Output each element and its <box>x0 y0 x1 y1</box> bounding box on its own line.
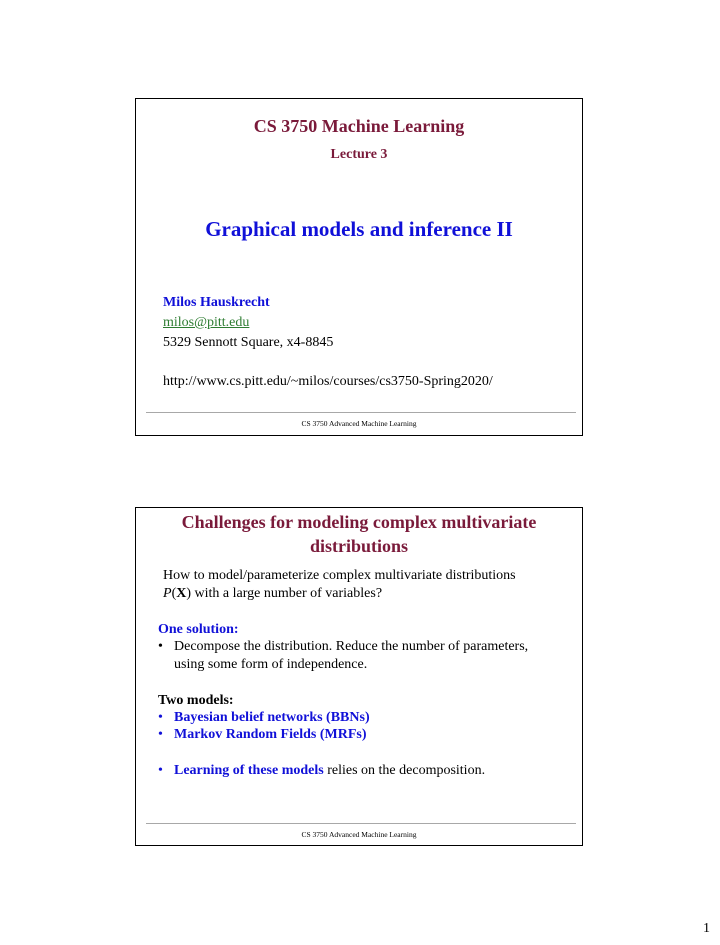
bullet-icon: • <box>158 710 163 725</box>
two-models-heading: Two models: <box>158 693 234 708</box>
slide-footer: CS 3750 Advanced Machine Learning <box>301 419 417 428</box>
footer-divider <box>146 823 576 824</box>
one-solution-heading: One solution: <box>158 622 239 637</box>
lecture-label: Lecture 3 <box>330 147 388 162</box>
lecture-subtitle: Graphical models and inference II <box>205 217 513 241</box>
footer-divider <box>146 412 576 413</box>
intro-line-1: How to model/parameterize complex multivariate distributions <box>163 568 516 583</box>
office-address: 5329 Sennott Square, x4-8845 <box>163 335 334 350</box>
paren-close: ) <box>186 586 192 601</box>
slide-1 <box>135 98 583 436</box>
learning-line <box>174 763 485 779</box>
intro-line-2-rest: with a large number of variables? <box>191 586 383 601</box>
bullet-icon: • <box>158 727 163 742</box>
intro-line-2 <box>163 586 382 602</box>
author-name: Milos Hauskrecht <box>163 295 270 310</box>
slide-footer: CS 3750 Advanced Machine Learning <box>301 830 417 839</box>
paren-open: ( <box>171 586 177 601</box>
course-url: http://www.cs.pitt.edu/~milos/courses/cs3750-Spring2020/ <box>163 374 493 389</box>
variable-x-symbol: X <box>176 586 187 601</box>
bullet-icon: • <box>158 763 163 778</box>
learning-rest: relies on the decomposition. <box>323 763 486 778</box>
slide-title-line-1: Challenges for modeling complex multivariate <box>181 512 537 532</box>
model-mrf: Markov Random Fields (MRFs) <box>174 727 367 742</box>
solution-line-2: using some form of independence. <box>174 657 368 672</box>
slide-2 <box>135 507 583 846</box>
probability-symbol: P <box>163 586 172 601</box>
learning-emphasis: Learning of these models <box>174 763 324 778</box>
solution-line-1: Decompose the distribution. Reduce the number of parameters, <box>174 639 529 654</box>
bullet-icon: • <box>158 639 163 654</box>
page-number: 1 <box>703 921 710 936</box>
course-title: CS 3750 Machine Learning <box>253 116 465 136</box>
author-email-link[interactable]: milos@pitt.edu <box>163 315 250 330</box>
slide-title-line-2: distributions <box>309 536 409 556</box>
model-bbn: Bayesian belief networks (BBNs) <box>174 710 370 725</box>
